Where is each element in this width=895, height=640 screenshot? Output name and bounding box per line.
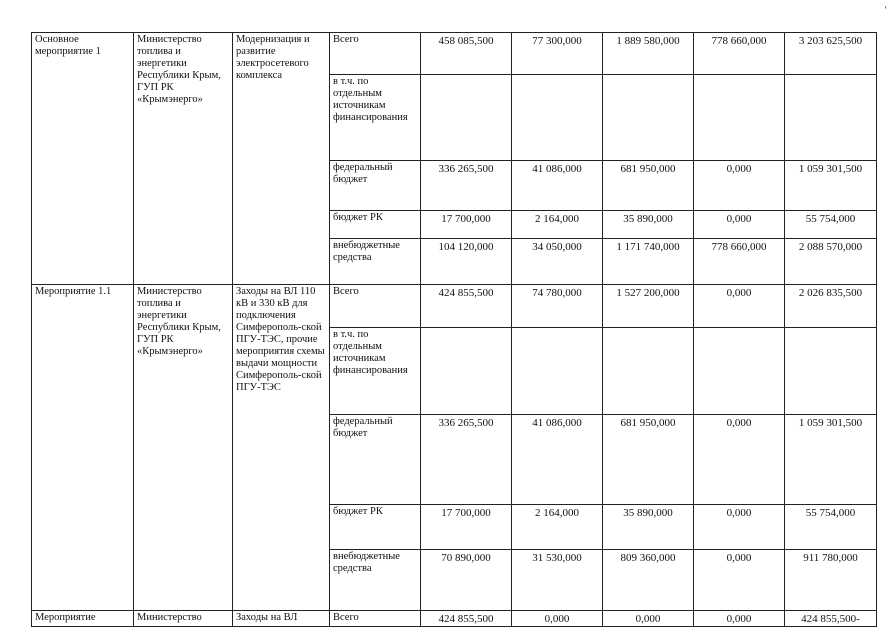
- amount-cell: [512, 75, 603, 161]
- measure-cell: Мероприятие 1.1: [32, 285, 134, 611]
- amount-cell: 41 086,000: [512, 161, 603, 211]
- amount-cell: 1 059 301,500: [785, 161, 877, 211]
- executor-cell: Министерство топлива и энергетики Республики Крым, ГУП РК «Крымэнерго»: [134, 33, 233, 285]
- amount-cell: 17 700,000: [421, 505, 512, 550]
- amount-cell: [421, 75, 512, 161]
- amount-cell: 74 780,000: [512, 285, 603, 328]
- executor-cell: Министерство топлива и энергетики Республики Крым, ГУП РК «Крымэнерго»: [134, 285, 233, 611]
- corner-mark: ‘: [884, 5, 888, 16]
- table-row: [32, 611, 877, 627]
- source-label: бюджет РК: [330, 211, 421, 239]
- source-label: Всего: [330, 611, 421, 627]
- amount-cell: 1 171 740,000: [603, 239, 694, 285]
- amount-cell: 336 265,500: [421, 415, 512, 505]
- title-cell: Заходы на ВЛ: [233, 611, 330, 627]
- amount-cell: 424 855,500: [421, 611, 512, 627]
- amount-cell: [785, 75, 877, 161]
- amount-cell: 77 300,000: [512, 33, 603, 75]
- amount-cell: 0,000: [603, 611, 694, 627]
- amount-cell: 35 890,000: [603, 211, 694, 239]
- amount-cell: 2 164,000: [512, 505, 603, 550]
- source-label: Всего: [330, 285, 421, 328]
- amount-cell: [785, 328, 877, 415]
- amount-cell: 1 889 580,000: [603, 33, 694, 75]
- amount-cell: 1 527 200,000: [603, 285, 694, 328]
- amount-cell: 0,000: [694, 161, 785, 211]
- amount-cell: 55 754,000: [785, 211, 877, 239]
- source-label: бюджет РК: [330, 505, 421, 550]
- amount-cell: 17 700,000: [421, 211, 512, 239]
- source-label: федеральный бюджет: [330, 161, 421, 211]
- amount-cell: 458 085,500: [421, 33, 512, 75]
- amount-cell: 0,000: [512, 611, 603, 627]
- amount-cell: [694, 75, 785, 161]
- amount-cell: 104 120,000: [421, 239, 512, 285]
- amount-cell: 3 203 625,500: [785, 33, 877, 75]
- executor-cell: Министерство: [134, 611, 233, 627]
- amount-cell: 2 088 570,000: [785, 239, 877, 285]
- amount-cell: 34 050,000: [512, 239, 603, 285]
- amount-cell: [603, 328, 694, 415]
- source-label: в т.ч. по отдельным источникам финансирования: [330, 328, 421, 415]
- amount-cell: 35 890,000: [603, 505, 694, 550]
- amount-cell: 0,000: [694, 505, 785, 550]
- amount-cell: 0,000: [694, 550, 785, 611]
- amount-cell: 0,000: [694, 285, 785, 328]
- amount-cell: 0,000: [694, 211, 785, 239]
- amount-cell: 2 164,000: [512, 211, 603, 239]
- amount-cell: 2 026 835,500: [785, 285, 877, 328]
- measure-cell: Мероприятие: [32, 611, 134, 627]
- amount-cell: 70 890,000: [421, 550, 512, 611]
- amount-cell: 911 780,000: [785, 550, 877, 611]
- table-row: [32, 33, 877, 75]
- amount-cell: 55 754,000: [785, 505, 877, 550]
- source-label: внебюджетные средства: [330, 239, 421, 285]
- amount-cell: [694, 328, 785, 415]
- amount-cell: 778 660,000: [694, 33, 785, 75]
- amount-cell: 778 660,000: [694, 239, 785, 285]
- amount-cell: 681 950,000: [603, 161, 694, 211]
- amount-cell: 424 855,500-: [785, 611, 877, 627]
- amount-cell: 0,000: [694, 415, 785, 505]
- source-label: Всего: [330, 33, 421, 75]
- financing-table: [31, 32, 877, 627]
- source-label: федеральный бюджет: [330, 415, 421, 505]
- amount-cell: [512, 328, 603, 415]
- source-label: внебюджетные средства: [330, 550, 421, 611]
- amount-cell: [421, 328, 512, 415]
- title-cell: Модернизация и развитие электросетевого комплекса: [233, 33, 330, 285]
- measure-cell: Основное мероприятие 1: [32, 33, 134, 285]
- amount-cell: 681 950,000: [603, 415, 694, 505]
- amount-cell: 1 059 301,500: [785, 415, 877, 505]
- amount-cell: 41 086,000: [512, 415, 603, 505]
- source-label: в т.ч. по отдельным источникам финансирования: [330, 75, 421, 161]
- amount-cell: 0,000: [694, 611, 785, 627]
- amount-cell: 424 855,500: [421, 285, 512, 328]
- amount-cell: 809 360,000: [603, 550, 694, 611]
- amount-cell: [603, 75, 694, 161]
- table-row: [32, 285, 877, 328]
- amount-cell: 336 265,500: [421, 161, 512, 211]
- amount-cell: 31 530,000: [512, 550, 603, 611]
- title-cell: Заходы на ВЛ 110 кВ и 330 кВ для подключения Симферополь-ской ПГУ-ТЭС, прочие мероприятия схемы выдачи мощности Симферополь-ской ПГУ-ТЭС: [233, 285, 330, 611]
